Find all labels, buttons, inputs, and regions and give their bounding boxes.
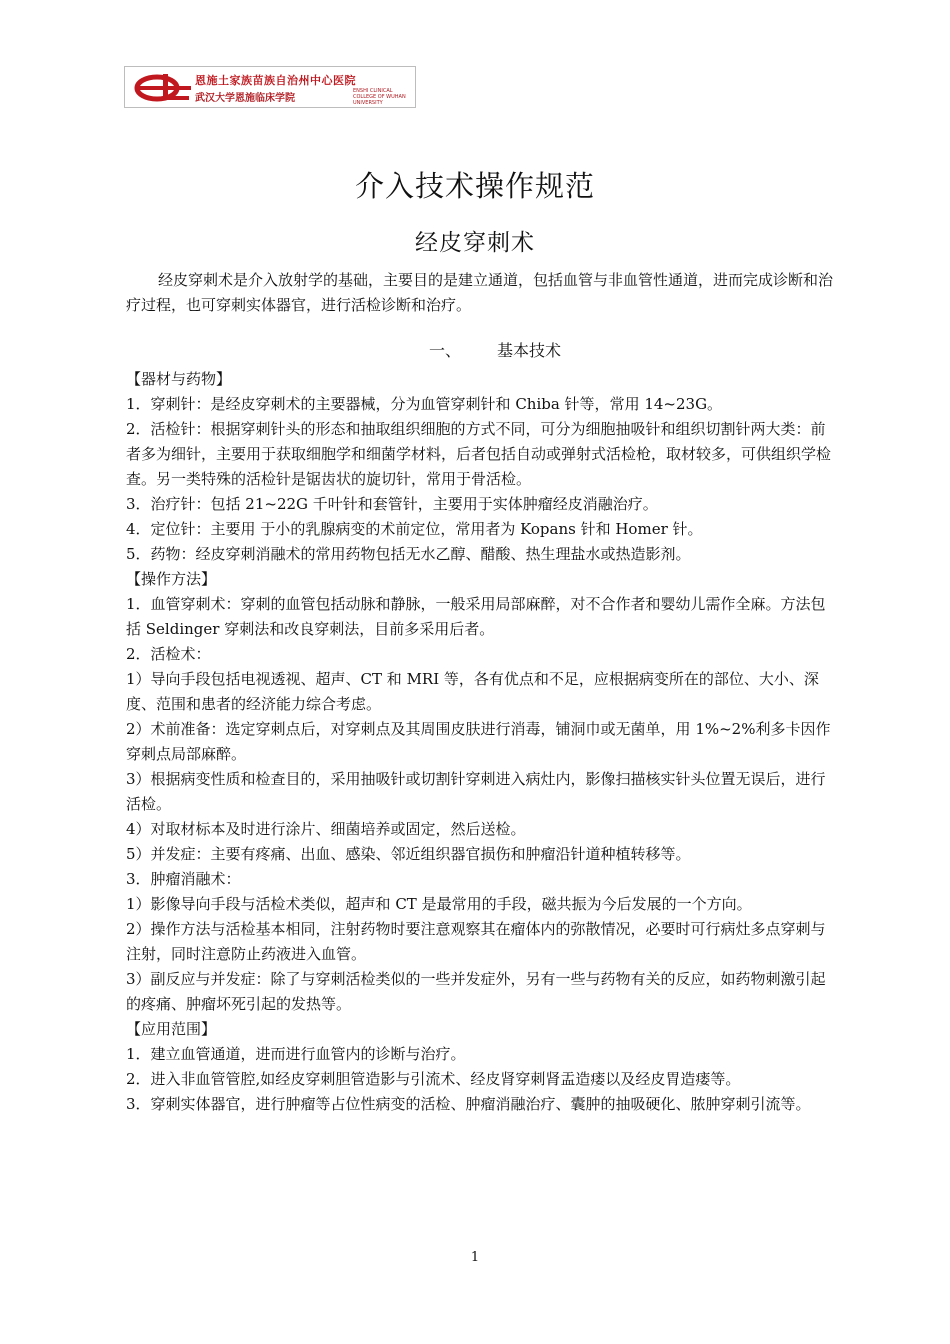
list-item: 3）根据病变性质和检查目的，采用抽吸针或切割针穿刺进入病灶内，影像扫描核实针头位置无误后，进行活检。 [126, 770, 826, 813]
methods-heading: 【操作方法】 [126, 570, 217, 588]
intro-paragraph: 经皮穿刺术是介入放射学的基础，主要目的是建立通道，包括血管与非血管性通道，进而完成诊断和治疗过程，也可穿刺实体器官，进行活检诊断和治疗。 [126, 271, 834, 314]
list-item: 1）影像导向手段与活检术类似，超声和 CT 是最常用的手段，磁共振为今后发展的一个方向。 [126, 895, 752, 913]
list-item: 4）对取材标本及时进行涂片、细菌培养或固定，然后送检。 [126, 820, 526, 838]
list-item: 2）操作方法与活检基本相同，注射药物时要注意观察其在瘤体内的弥散情况，必要时可行病灶多点穿刺与注射，同时注意防止药液进入血管。 [126, 920, 826, 963]
logo-hospital-name: 恩施土家族苗族自治州中心医院 [195, 74, 356, 87]
list-item: 5）并发症：主要有疼痛、出血、感染、邻近组织器官损伤和肿瘤沿针道种植转移等。 [126, 845, 691, 863]
list-item: 1．血管穿刺术：穿刺的血管包括动脉和静脉，一般采用局部麻醉，对不合作者和婴幼儿需作全麻。方法包括 Seldinger 穿刺法和改良穿刺法，目前多采用后者。 [126, 595, 826, 638]
section-heading [126, 338, 834, 363]
hospital-emblem-icon [133, 72, 193, 102]
document-subtitle: 经皮穿刺术 [415, 230, 535, 256]
hospital-logo [124, 66, 416, 108]
logo-college-name-en: ENSHI CLINICAL COLLEGE OF WUHAN UNIVERSITY [353, 88, 406, 106]
list-item: 1）导向手段包括电视透视、超声、CT 和 MRI 等，各有优点和不足，应根据病变所在的部位、大小、深度、范围和患者的经济能力综合考虑。 [126, 670, 819, 713]
page-number: 1 [470, 1250, 480, 1265]
logo-college-name: 武汉大学恩施临床学院 [195, 93, 295, 104]
document-body [126, 268, 834, 1117]
list-item: 3．穿刺实体器官，进行肿瘤等占位性病变的活检、肿瘤消融治疗、囊肿的抽吸硬化、脓肿穿刺引流等。 [126, 1095, 811, 1113]
section-title: 基本技术 [497, 341, 562, 360]
list-item: 2．活检针：根据穿刺针头的形态和抽取组织细胞的方式不同，可分为细胞抽吸针和组织切割针两大类：前者多为细针，主要用于获取细胞学和细菌学材料，后者包括自动或弹射式活检枪，取材较多，可供组织学检查。另一类特殊的活检针是锯齿状的旋切针，常用于骨活检。 [126, 420, 832, 488]
list-item: 3．肿瘤消融术： [126, 870, 241, 888]
scope-heading: 【应用范围】 [126, 1020, 217, 1038]
list-item: 3．治疗针：包括 21~22G 千叶针和套管针，主要用于实体肿瘤经皮消融治疗。 [126, 495, 658, 513]
list-item: 4．定位针：主要用 于小的乳腺病变的术前定位，常用者为 Kopans 针和 Homer 针。 [126, 520, 703, 538]
list-item: 5．药物：经皮穿刺消融术的常用药物包括无水乙醇、醋酸、热生理盐水或热造影剂。 [126, 545, 691, 563]
document-title: 介入技术操作规范 [354, 169, 595, 203]
list-item: 2．活检术： [126, 645, 211, 663]
list-item: 1．建立血管通道，进而进行血管内的诊断与治疗。 [126, 1045, 466, 1063]
list-item: 2）术前准备：选定穿刺点后，对穿刺点及其周围皮肤进行消毒，铺洞巾或无菌单，用 1%~2%利多卡因作穿刺点局部麻醉。 [126, 720, 831, 763]
list-item: 2．进入非血管管腔,如经皮穿刺胆管造影与引流术、经皮肾穿刺肾盂造瘘以及经皮胃造瘘等。 [126, 1070, 741, 1088]
section-number: 一、 [428, 341, 461, 360]
list-item: 3）副反应与并发症：除了与穿刺活检类似的一些并发症外，另有一些与药物有关的反应，如药物刺激引起的疼痛、肿瘤坏死引起的发热等。 [126, 970, 826, 1013]
list-item: 1．穿刺针：是经皮穿刺术的主要器械，分为血管穿刺针和 Chiba 针等，常用 14~23G。 [126, 395, 723, 413]
materials-heading: 【器材与药物】 [126, 370, 232, 388]
